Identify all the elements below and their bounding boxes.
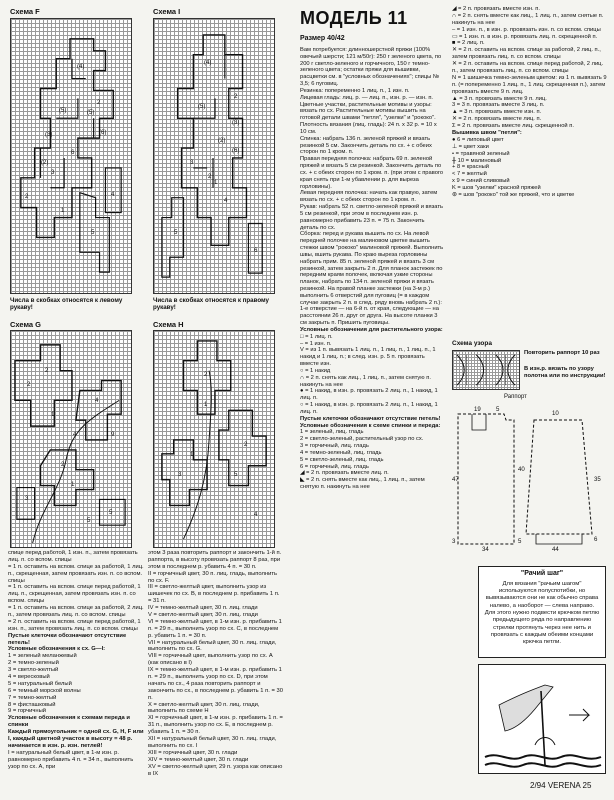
text-line: ∩ = 2 п. снять вместе как лиц., 1 лиц. п., затем снятые п. накинуть на нее (452, 12, 604, 26)
scheme-h-label: 2 (204, 371, 208, 378)
text-line: IV = темно-желтый цвет, 30 п. лиц. глади (148, 605, 258, 612)
text-line: XIV = темно-желтый цвет, 30 п. глади (148, 756, 249, 763)
text-line: 5 = светло-зеленый, лиц. гладь (300, 456, 384, 463)
scheme-uzora-note: В изн.р. вязать по узору полотна или по инструкции! (524, 366, 606, 379)
scheme-i-label: 2 (208, 173, 212, 180)
text-line: – = 1 изн. п., в изн. р. провязать изн. п. со вспом. спицы (452, 26, 601, 33)
text-line: Условные обозначения к схеме спинки и переда: (300, 422, 441, 429)
dimension-label: 34 (482, 546, 489, 553)
crochet-drawing (479, 665, 607, 775)
text-line: 2 = темно-зеленый (8, 660, 59, 667)
text-line: ◢ = 2 п. провязать вместе изн. п. (452, 6, 540, 12)
scheme-h-title: Схема H (153, 320, 184, 329)
text-line: Σ = 2 п. провязать вместе лиц. скрещенной п. (452, 123, 574, 130)
scheme-h-label: 4 (254, 511, 258, 518)
scheme-i-label: 6 (254, 247, 258, 254)
scheme-h-label: 2 (244, 441, 248, 448)
scheme-i-label: (4) (204, 59, 212, 66)
scheme-f-label: 4 (111, 191, 115, 198)
garment-outline (452, 406, 608, 556)
text-line: 8 = фисташковый (8, 701, 56, 708)
scheme-f-label: 2 (25, 193, 29, 200)
text-line: Плотность вязания (лиц. гладь): 24 п. x 32 р. = 10 x 10 см. (300, 122, 437, 135)
text-line: V = светло-желтый цвет, 30 п. лиц. глади (148, 612, 258, 619)
scheme-i-chart (153, 18, 275, 294)
text-line: V = из 1 п. вывязать 1 лиц. п., 1 лиц. п., 1 лиц. п., 1 накид и 1 лиц. п.; в след. изн. р. 5 п. провязать вместе изн. (300, 347, 436, 368)
scheme-i-label: (5) (198, 103, 206, 110)
dimension-label: 10 (552, 410, 559, 417)
scheme-h-chart (153, 330, 275, 548)
text-line: Пустые клеточки обозначают отсутствие петель! (300, 415, 441, 422)
text-line: Вышивка швом "петля": (452, 130, 522, 137)
text-line: Резинка: попеременно 1 лиц. п., 1 изн. п. (300, 87, 410, 94)
text-line: XII = натуральный белый цвет, 30 п. лиц. глади, выполнить по сх. I (148, 736, 277, 749)
dimension-label: 35 (594, 476, 601, 483)
scheme-uzora-pattern (453, 351, 519, 389)
text-line: ╫ 10 = малиновый (452, 157, 502, 164)
text-line: III = светло-желтый цвет, выполнить узор из шишечек по сх. B, в последнем р. прибавить 1 п. = 31 п. (148, 584, 280, 605)
column-4-legend (452, 6, 608, 336)
text-line: ▭ = 1 изн. п. в изн. р. провязать лиц. п. скрещенной п. (452, 33, 598, 40)
text-line: Вам потребуется: длинношерстной пряжи (100% овечьей шерсти; 121 м/50г): 250 г зеленого цвета, по 200 г светло-зеленого и горчичного, 150 г темно-зеленого цвета; остатки пряжи для вышивки, расцветки см. в "условных обозначениях"; спицы № 3,5; 6 пуговиц. (300, 47, 442, 88)
scheme-g-chart (10, 330, 132, 548)
scheme-f-label: (2) (41, 159, 49, 166)
text-line: < 7 = желтый (452, 171, 487, 178)
scheme-g-label: 5 (87, 517, 91, 524)
scheme-uzora-rapport-label: Раппорт (504, 394, 527, 400)
scheme-g-label: 9 (111, 431, 115, 438)
text-line: 3 = светло-желтый (8, 667, 59, 674)
scheme-g-label: 2 (45, 367, 49, 374)
scheme-i-label: 2 (234, 93, 238, 100)
text-line: ◢ = 2 п. провязать вместе лиц. п. (300, 470, 389, 477)
scheme-g-label: 3 (25, 495, 29, 502)
scheme-i-label: (6) (232, 147, 240, 154)
text-line: = 1 п. оставить на вспом. спице перед работой, 1 лиц. п., скрещенная, затем провязать изн. п. со вспом. спицы (8, 584, 141, 605)
crochet-illustration (478, 664, 606, 774)
scheme-h-label: 1 (204, 401, 208, 408)
text-line: ▲ = 3 п. провязать вместе 9 п. лиц. (452, 95, 547, 102)
text-line: VII = натуральный белый цвет, 30 п. лиц. глади, выполнить по сх. G. (148, 639, 277, 653)
text-line: 6 = темный морской волны (8, 687, 81, 694)
text-line: 1 = зеленый меланжевый (8, 653, 77, 660)
scheme-g-label: 1 (71, 481, 75, 488)
text-line: □ = 1 лиц. п. (300, 333, 333, 340)
dimension-label: 47 (452, 476, 459, 483)
garment-diagram (452, 406, 608, 556)
text-line: XIII = горчичный цвет, 30 п. глади (148, 749, 238, 756)
text-line: ✕ = 2 п. оставить на вспом. спице перед работой, 2 лиц. п., затем провязать лиц. п. со вспом. спицы (452, 61, 604, 75)
scheme-g-label: 5 (109, 509, 113, 516)
scheme-h-label: 3 (178, 471, 182, 478)
scheme-g-label: 2 (27, 381, 31, 388)
text-line: ✕ = 2 п. оставить на вспом. спице за работой, 2 лиц. п., затем провязать лиц. п. со вспом. спицы (452, 47, 601, 61)
text-line: ○ = 1 накид (300, 367, 331, 374)
scheme-f-label: (5) (59, 107, 67, 114)
rakhi-title: "Рачий шаг" (520, 570, 564, 577)
scheme-f-label: 1 (61, 207, 65, 214)
scheme-i-title: Схема I (153, 7, 181, 16)
footer-brand: VERENA (547, 781, 581, 790)
scheme-g-label: 2 (61, 461, 65, 468)
text-line: 3 = 3 п. провязать вместе 3 лиц. п. (452, 102, 545, 109)
rakhi-box (478, 566, 606, 658)
model-title: МОДЕЛЬ 11 (300, 8, 408, 28)
text-line: Пустые клеточки обозначают отсутствие петель! (8, 632, 127, 646)
scheme-g-label: 1 (51, 411, 55, 418)
column-2 (148, 550, 284, 794)
text-line: VI = темно-желтый цвет, в 1-м изн. р. прибавить 1 п. = 29 п., выполнить узор по сх. C, в последнем р. убавить 1 п. = 30 п. (148, 618, 282, 639)
text-line: 6 = горчичный, лиц. гладь (300, 463, 369, 470)
text-line: 5 = натуральный белый (8, 680, 72, 687)
scheme-f-chart (10, 18, 132, 294)
scheme-f-label: (4) (77, 63, 85, 70)
text-line: = 1 п. оставить на вспом. спице за работой, 2 лиц. п., затем провязать лиц. п. со вспом. спицы (8, 605, 144, 619)
dimension-label: 19 (474, 406, 481, 413)
scheme-f-label: 2 (97, 99, 101, 106)
text-line: • = травяной зеленый (452, 150, 510, 157)
scheme-f-title: Схема F (10, 7, 40, 16)
scheme-f-label: 3 (51, 169, 55, 176)
text-line: 7 = темно-желтый (8, 694, 57, 701)
text-line: Сборка: перед и рукава вышить по сх. На левой передней полочке на малиновом цветке вышить стежки швом "рококо" малиновой пряжей. Выполнить швы, вшить рукава. По краю выреза горловины набрать прим. 85 п. зеленой пряжей и вязать 3 см резинкой, затем закрыть 2 п. Для планок застежек по передним краям полочек, включая узкие стороны планок, набрать по 134 п. зеленой пряжи и вязать резинкой. На правой планке застежки (на 3-м р.) выполнить 6 отверстий для пуговиц (= в каждом случае закрыть 2 п. в след. ряду вновь набрать 2 п.): 1-е отверстие — на 6-й п. от края, следующие — на расстоянии 26 п. друг от друга. На высоте планки 3 см закрыть п. Пришить пуговицы. (300, 231, 444, 327)
text-line: 3 = горчичный, лиц. гладь (300, 443, 369, 450)
scheme-i-label: 1 (214, 179, 218, 186)
scheme-g-title: Схема G (10, 320, 42, 329)
text-line: ⊥ = цвет хаки (452, 143, 489, 150)
text-line: Условные обозначения к схемам переда и спинки (8, 715, 130, 729)
text-line: Спинка: набрать 136 п. зеленой пряжей и вязать резинкой 5 см. Закончить деталь по сх. + с обеих сторон по 1 кром. п. (300, 135, 432, 156)
text-line: = 2 п. оставить на вспом. спице перед работой, 1 изн. п., затем провязать лиц. п. со вспом. спицы (8, 618, 141, 632)
model-size: Размер 40/42 (300, 35, 345, 42)
text-line: 1 = зеленый, лиц. гладь (300, 429, 364, 436)
text-line: спице перед работой, 1 изн. п., затем провязать лиц. п. со вспом. спицы (8, 550, 138, 563)
scheme-g-label: 4 (95, 397, 99, 404)
scheme-f-note: Числа в скобках относятся к левому рукаву! (10, 297, 123, 312)
scheme-h-label: 1 (190, 451, 194, 458)
text-line: ○ = 1 накид, в изн. р. провязать 2 лиц. п., 1 накид, 1 лиц. п. (300, 402, 438, 415)
text-line: 4 = вересковый (8, 674, 50, 681)
dimension-label: 5 (496, 406, 500, 413)
text-line: Условные обозначения к сх. G—I: (8, 646, 106, 653)
scheme-i-label: (2) (218, 137, 226, 144)
scheme-uzora-repeat: Повторить раппорт 10 раз (524, 350, 600, 356)
text-line: ∩ = 2 п. снять как лиц., 1 лиц. п., затем снятую п. накинуть на нее (300, 374, 431, 388)
text-line: ■ = 2 лиц. п. (452, 40, 485, 47)
text-line: ● = 1 накид, в изн. р. провязать 2 лиц. п., 1 накид, 1 лиц. п. (300, 388, 438, 402)
scheme-i-label: 4 (224, 197, 228, 204)
text-line: VIII = горчичный цвет, выполнить узор по сх. A (как описано в I) (148, 653, 273, 667)
text-line: + 8 = красный (452, 164, 490, 171)
text-line: – = 1 изн. п. (300, 340, 332, 347)
text-line: IX = темно-желтый цвет, в 1-м изн. р. прибавить 1 п. = 29 п., выполнить узор по сх. D, при этом начать по сх., 4 раза повторить раппорт и закончить по сх., в последнем р. убавить 1 п. = 30 п. (148, 667, 283, 701)
text-line: 9 = горчичный (8, 708, 47, 715)
text-line: Рукав: набрать 52 п. светло-зеленой пряжей и вязать 5 см резинкой, при этом в последнем изн. р. равномерно прибавить 23 п. = 75 п. Закончить деталь по сх. (300, 204, 443, 231)
text-line: Цветные участки, растительные мотивы и узоры: вязать по сх. Растительные мотивы вышить на готовой детали швами "петля", "узелки" и "рококо". (300, 101, 436, 122)
text-line: K = шов "узелки" красной пряжей (452, 185, 541, 192)
column-3 (300, 47, 444, 795)
text-line: этом 3 раза повторить раппорт и закончить 1-й п. раппорта, в высоту провязать раппорт 8 раз, при этом в последнем р. убавить 4 п. = 30 п. (148, 550, 282, 570)
scheme-i-note: Числа в скобках относятся к правому рукаву! (153, 297, 269, 312)
scheme-f-label: (6) (99, 129, 107, 136)
page-footer (530, 781, 591, 791)
text-line: Левая передняя полочка: начать как правую, затем вязать по сх. + с обеих сторон по 1 кром. п. (300, 190, 438, 204)
dimension-label: 6 (594, 536, 598, 543)
text-line: Условные обозначения для растительного узора: (300, 326, 443, 333)
scheme-g-label: 4 (73, 431, 77, 438)
scheme-i-label: (3) (232, 119, 240, 126)
rakhi-text: Для вязания "рачьим шагом" используются полуспотибки, но вывязываются они не как обычно справа налево, а наоборот — слева направо. Для этого нужно подвести крючком петлю предыдущего ряда по направлению стрелки протянуть через нее нить и провязать с каждым обеими концами крючка петли. (484, 580, 600, 646)
dimension-label: 44 (552, 546, 559, 553)
text-line: x 9 = синий сливовый (452, 178, 510, 185)
text-line: ▲ = 3 п. провязать вместе изн. п. (452, 109, 542, 116)
scheme-i-label: 5 (174, 229, 178, 236)
dimension-label: 5 (518, 538, 522, 545)
text-line: Каждый прямоугольник = одной сх. G, H, F или I, каждый цветной участок в высоту = 48 р. начинается в изн. р. изн. петлей! (8, 729, 144, 749)
text-line: ⊛ = шов "рококо" той же пряжей, что и цветке (452, 192, 575, 199)
scheme-i-label: 3 (190, 159, 194, 166)
text-line: X = светло-желтый цвет, 30 п. лиц. глади, выполнить по схеме H (148, 701, 260, 715)
dimension-label: 40 (518, 466, 525, 473)
text-line: = 1 п. оставить на вспом. спице за работой, 1 лиц. п., скрещенная, затем провязать изн. п. со вспом. спицы (8, 563, 144, 584)
text-line: I = натуральный белый цвет, в 1-м изн. р. равномерно прибавить 4 п. = 34 п., выполнить узор по сх. A, при (8, 749, 134, 770)
scheme-g-motif (11, 331, 131, 547)
scheme-uzora-title: Схема узора (452, 340, 492, 347)
text-line: N = 1 шишечка темно-зеленым цветом: из 1 п. вывязать 9 п. (= попеременно 1 лиц. п., 1 лиц. скрещенная п.), затем провязать вместе 9 п. лиц. (452, 74, 607, 95)
text-line: Лицевая гладь: лиц. р. — лиц. п., изн. р. — изн. п. (300, 94, 434, 101)
text-line: 2 = светло-зеленый, растительный узор по сх. (300, 436, 424, 443)
scheme-h-label: 5 (234, 471, 238, 478)
text-line: ◣ = 2 п. снять вместе как лиц., 1 лиц. п., затем снятую п. накинуть на нее (300, 477, 425, 490)
scheme-f-label: (5) (87, 109, 95, 116)
text-line: XV = светло-желтый цвет, 29 п. узора как описано в IX (148, 763, 283, 777)
scheme-f-label: 5 (91, 229, 95, 236)
dimension-label: 3 (452, 538, 456, 545)
text-line: ● 6 = липовый цвет (452, 136, 504, 143)
text-line: XI = горчичный цвет, в 1-м изн. р. прибавить 1 п. = 31 п., выполнить узор по сх. E, в последнем р. убавить 1 п. = 30 п. (148, 715, 283, 736)
scheme-f-label: (3) (45, 131, 53, 138)
footer-issue: 2/94 (530, 781, 546, 790)
text-line: Правая передняя полочка: набрать 69 п. зеленой пряжей и вязать 5 см резинкой. Закончить деталь по сх. + с обеих сторон по 1 кром. п. (при этом с правого края снять при 1-м убавлении р. для выреза горловины). (300, 156, 444, 190)
scheme-f-label: 6 (71, 149, 75, 156)
footer-page-number: 25 (582, 781, 592, 790)
column-1 (8, 550, 144, 794)
text-line: II = горчичный цвет, 30 п. лиц. гладь, выполнить по сх. F. (148, 570, 278, 584)
scheme-uzora-chart (452, 350, 520, 390)
text-line: 4 = темно-зеленый, лиц. гладь (300, 449, 382, 456)
text-line: ✕ = 2 п. провязать вместе лиц. п. (452, 116, 542, 123)
